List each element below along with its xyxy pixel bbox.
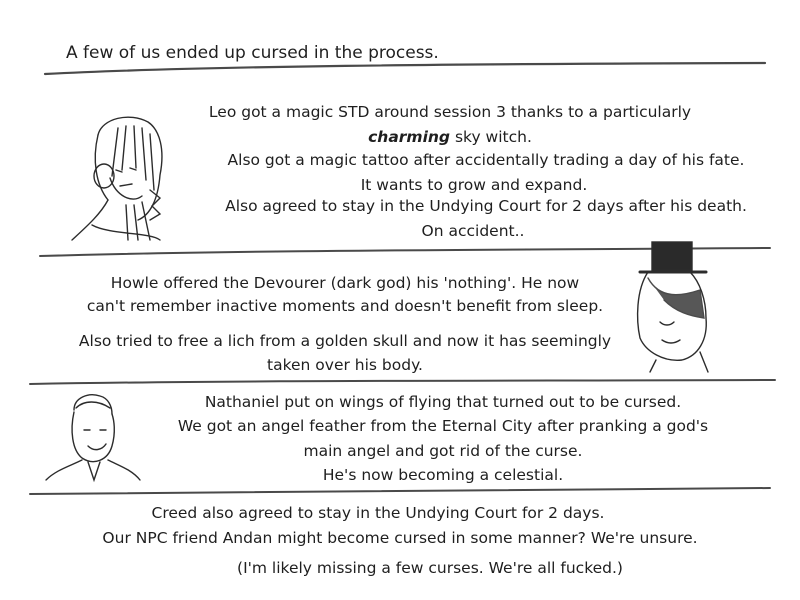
- creed-line-3: (I'm likely missing a few curses. We're all fucked.): [237, 559, 623, 577]
- leo-line-2-rest: sky witch.: [450, 128, 532, 146]
- leo-portrait-icon: [72, 117, 162, 240]
- leo-line-5: Also agreed to stay in the Undying Court for 2 days after his death.: [225, 197, 747, 215]
- howle-portrait-icon: [638, 242, 708, 372]
- nathaniel-line-1: Nathaniel put on wings of flying that turned out to be cursed.: [204, 393, 682, 411]
- leo-emphasis: charming: [368, 128, 451, 146]
- howle-line-3: Also tried to free a lich from a golden skull and now it has seemingly: [78, 332, 612, 350]
- howle-line-4: taken over his body.: [267, 356, 423, 374]
- creed-line-1: Creed also agreed to stay in the Undying Court for 2 days.: [151, 504, 605, 522]
- creed-line-2: Our NPC friend Andan might become cursed in some manner? We're unsure.: [102, 529, 698, 547]
- leo-line-4: It wants to grow and expand.: [360, 176, 588, 194]
- divider-4: [30, 488, 770, 494]
- leo-line-6: On accident..: [421, 222, 525, 240]
- leo-line-3: Also got a magic tattoo after accidentally trading a day of his fate.: [227, 151, 745, 169]
- divider-1: [45, 63, 765, 74]
- leo-line-1: Leo got a magic STD around session 3 thanks to a particularly: [208, 103, 692, 121]
- divider-3: [30, 380, 775, 384]
- nathaniel-line-3: main angel and got rid of the curse.: [303, 442, 583, 460]
- nathaniel-line-4: He's now becoming a celestial.: [322, 466, 564, 484]
- howle-line-2: can't remember inactive moments and doesn't benefit from sleep.: [86, 297, 604, 315]
- intro-heading: A few of us ended up cursed in the process.: [66, 43, 439, 63]
- howle-line-1: Howle offered the Devourer (dark god) his 'nothing'. He now: [110, 274, 580, 292]
- nathaniel-portrait-icon: [46, 395, 140, 480]
- nathaniel-line-2: We got an angel feather from the Eternal City after pranking a god's: [177, 417, 709, 435]
- leo-line-2: [368, 127, 532, 147]
